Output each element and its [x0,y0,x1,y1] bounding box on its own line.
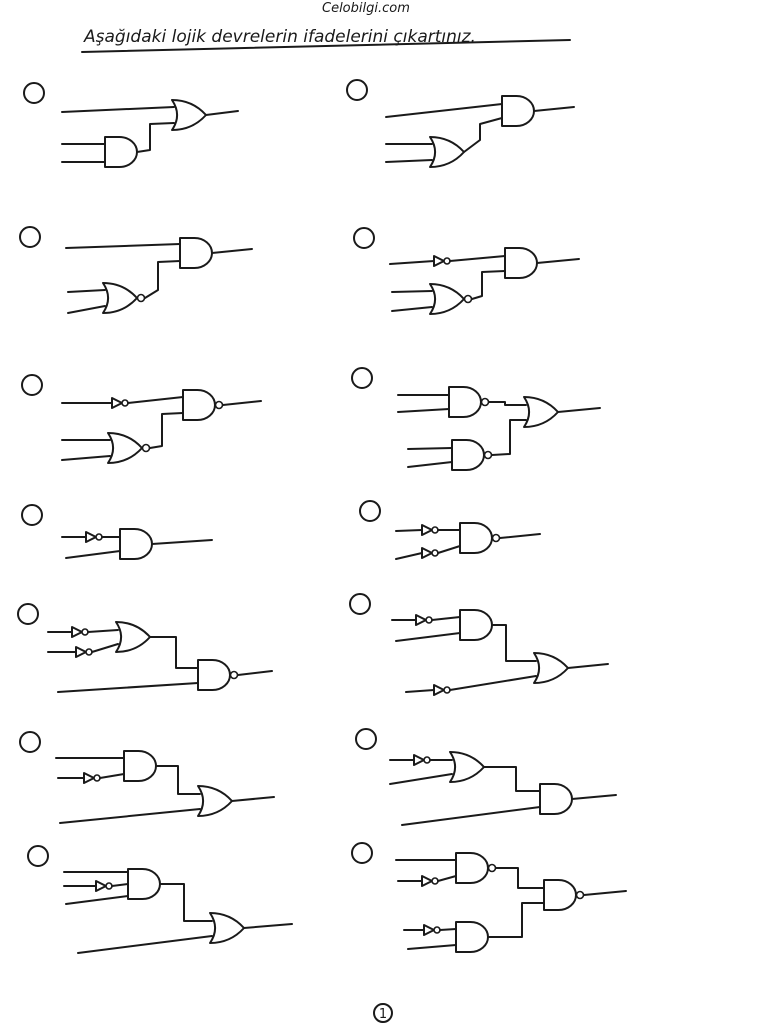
wire [390,774,452,784]
wire [66,551,120,558]
nor-gate [430,284,464,314]
page-title: Aşağıdaki lojik devrelerin ifadelerini çıkartınız. [84,27,476,47]
circuit-number-circle [24,83,44,103]
and-gate [460,610,492,640]
wire [150,413,183,448]
wire [62,107,174,112]
wire [112,884,128,886]
or-gate [430,137,464,167]
wire [464,118,502,152]
circuit-number-circle [20,227,40,247]
or-gate [116,622,150,652]
wire [408,462,452,467]
or-gate [172,100,206,130]
wire [537,259,579,263]
inversion-bubble [577,892,584,899]
not-gate [86,532,96,542]
wire [392,291,432,292]
wire [137,123,174,152]
and-gate [120,529,152,559]
circuit-8 [360,501,540,559]
circuit-5 [22,375,261,463]
wire [128,397,183,403]
wire [386,104,502,117]
not-gate [422,548,432,558]
wire [212,249,252,253]
circuit-number-circle [28,846,48,866]
circuit-10 [350,594,608,695]
or-gate [450,752,484,782]
circuit-number-circle [360,501,380,521]
and-gate [502,96,534,126]
wire [432,617,460,620]
wire [450,256,505,261]
not-gate [422,876,432,886]
and-gate [505,248,537,278]
or-gate [210,913,244,943]
circuit-6 [352,368,600,470]
wire [60,809,200,823]
wire [584,891,626,895]
circuit-number-circle [350,594,370,614]
circuit-12 [356,729,616,825]
circuit-number-circle [22,375,42,395]
wire [406,690,434,692]
wire [440,929,456,930]
not-gate [96,881,106,891]
or-gate [524,397,558,427]
inversion-bubble [216,402,223,409]
wire [396,633,460,641]
inversion-bubble [138,295,145,302]
not-gate [112,398,122,408]
site-watermark: Celobilgi.com [322,1,410,16]
wire [408,448,452,449]
wire [496,868,544,888]
inversion-bubble [143,445,150,452]
circuit-2 [347,80,574,167]
wire [396,553,422,559]
and-gate [540,784,572,814]
not-gate [414,755,424,765]
and-gate [105,137,137,167]
circuit-number-circle [347,80,367,100]
circuit-number-circle [22,505,42,525]
nand-gate [460,523,492,553]
wire [150,637,198,668]
and-gate [456,922,488,952]
wire [58,683,198,692]
nand-gate [452,440,484,470]
wire [145,261,180,298]
wire [206,111,238,115]
circuit-3 [20,227,252,313]
wire [78,936,212,953]
not-gate [76,647,86,657]
inversion-bubble [465,296,472,303]
wire [402,807,540,825]
circuit-number-circle [18,604,38,624]
inversion-bubble [493,535,500,542]
and-gate [180,238,212,268]
nand-gate [198,660,230,690]
circuit-number-circle [352,843,372,863]
wire [534,107,574,111]
not-gate [422,525,432,535]
wire [68,306,105,313]
or-gate [198,786,232,816]
wire [568,664,608,668]
circuit-1 [24,83,238,167]
wire [492,420,526,455]
page-number: 1 [378,1007,388,1022]
and-gate [124,751,156,781]
wire [223,401,261,405]
wire [390,261,434,264]
circuit-number-circle [352,368,372,388]
and-gate [128,869,160,899]
wire [396,530,422,531]
wire [500,534,540,538]
wire [392,307,432,311]
nand-gate [183,390,215,420]
wire [66,244,180,248]
wire [398,409,449,412]
wire [386,160,432,162]
or-gate [534,653,568,683]
wire [88,630,118,632]
inversion-bubble [482,399,489,406]
wire [238,671,272,675]
wire [489,402,526,405]
circuit-4 [354,228,579,314]
not-gate [416,615,426,625]
circuit-7 [22,505,212,559]
wire [438,546,460,553]
not-gate [72,627,82,637]
nand-gate [456,853,488,883]
wire [62,456,110,460]
nand-gate [449,387,481,417]
inversion-bubble [489,865,496,872]
circuit-number-circle [354,228,374,248]
nand-gate [544,880,576,910]
wire [438,876,456,881]
not-gate [434,256,444,266]
wire [408,945,456,949]
wire [66,896,128,904]
nor-gate [108,433,142,463]
inversion-bubble [231,672,238,679]
circuit-number-circle [356,729,376,749]
wire [160,884,212,921]
wire [92,644,118,652]
wire [68,290,105,292]
wire [244,924,292,928]
circuits-layer [18,80,626,953]
circuit-9 [18,604,272,692]
not-gate [424,925,434,935]
not-gate [434,685,444,695]
circuit-13 [28,846,292,953]
nor-gate [103,283,137,313]
circuit-14 [352,843,626,952]
circuit-11 [20,732,274,823]
wire [558,408,600,412]
wire [232,797,274,801]
inversion-bubble [485,452,492,459]
not-gate [84,773,94,783]
wire [156,766,200,794]
wire [484,767,540,791]
wire [492,625,536,661]
circuit-number-circle [20,732,40,752]
wire [488,903,544,937]
wire [572,795,616,799]
wire [100,774,124,778]
wire [450,676,536,690]
wire [472,271,505,299]
wire [152,540,212,544]
